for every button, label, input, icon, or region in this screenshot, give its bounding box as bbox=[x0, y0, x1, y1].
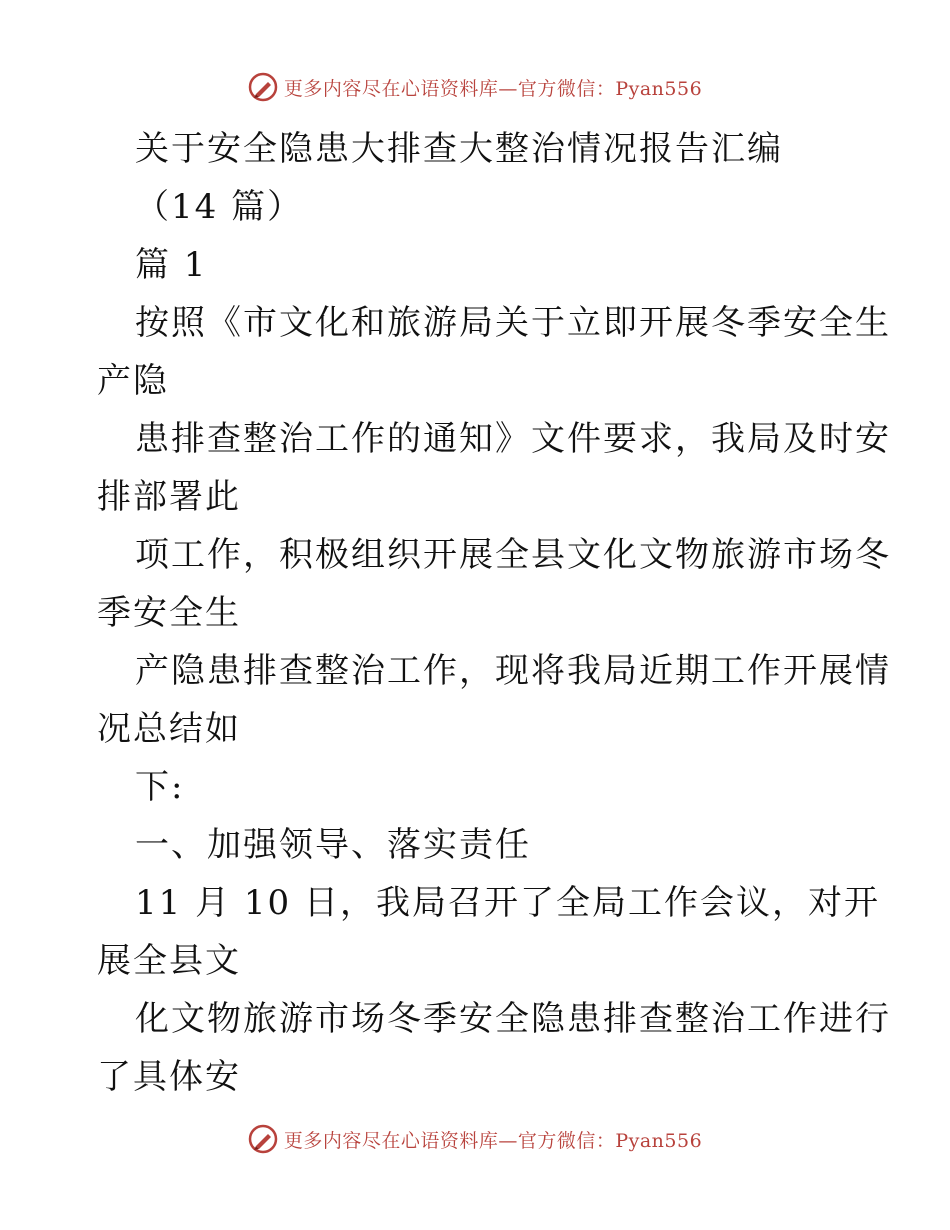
text-line: （14 篇） bbox=[135, 187, 304, 227]
text-line: 一、加强领导、落实责任 bbox=[135, 825, 531, 865]
text-line: 化文物旅游市场冬季安全隐患排查整治工作进行 bbox=[135, 999, 891, 1039]
text-line: 项工作，积极组织开展全县文化文物旅游市场冬 bbox=[135, 535, 891, 575]
document-body bbox=[97, 120, 891, 1106]
text-line: 排部署此 bbox=[97, 477, 241, 517]
text-line: 产隐 bbox=[97, 361, 169, 401]
pen-logo-icon bbox=[248, 1124, 278, 1154]
watermark-text: 更多内容尽在心语资料库—官方微信：Pyan556 bbox=[283, 1129, 703, 1152]
text-line: 患排查整治工作的通知》文件要求，我局及时安 bbox=[135, 419, 891, 459]
watermark-text: 更多内容尽在心语资料库—官方微信：Pyan556 bbox=[283, 77, 703, 100]
text-line: 按照《市文化和旅游局关于立即开展冬季安全生 bbox=[135, 303, 891, 343]
text-line: 了具体安 bbox=[97, 1057, 241, 1097]
text-line: 11 月 10 日，我局召开了全局工作会议，对开 bbox=[135, 883, 880, 923]
text-line: 篇 1 bbox=[135, 245, 208, 285]
text-line: 季安全生 bbox=[97, 593, 241, 633]
text-line: 产隐患排查整治工作，现将我局近期工作开展情 bbox=[135, 651, 891, 691]
text-line: 下: bbox=[135, 767, 185, 807]
text-line: 况总结如 bbox=[97, 709, 241, 749]
text-line: 展全县文 bbox=[97, 941, 241, 981]
text-line: 关于安全隐患大排查大整治情况报告汇编 bbox=[135, 129, 783, 169]
footer-watermark bbox=[0, 1124, 950, 1154]
pen-logo-icon bbox=[248, 72, 278, 102]
header-watermark bbox=[0, 72, 950, 102]
